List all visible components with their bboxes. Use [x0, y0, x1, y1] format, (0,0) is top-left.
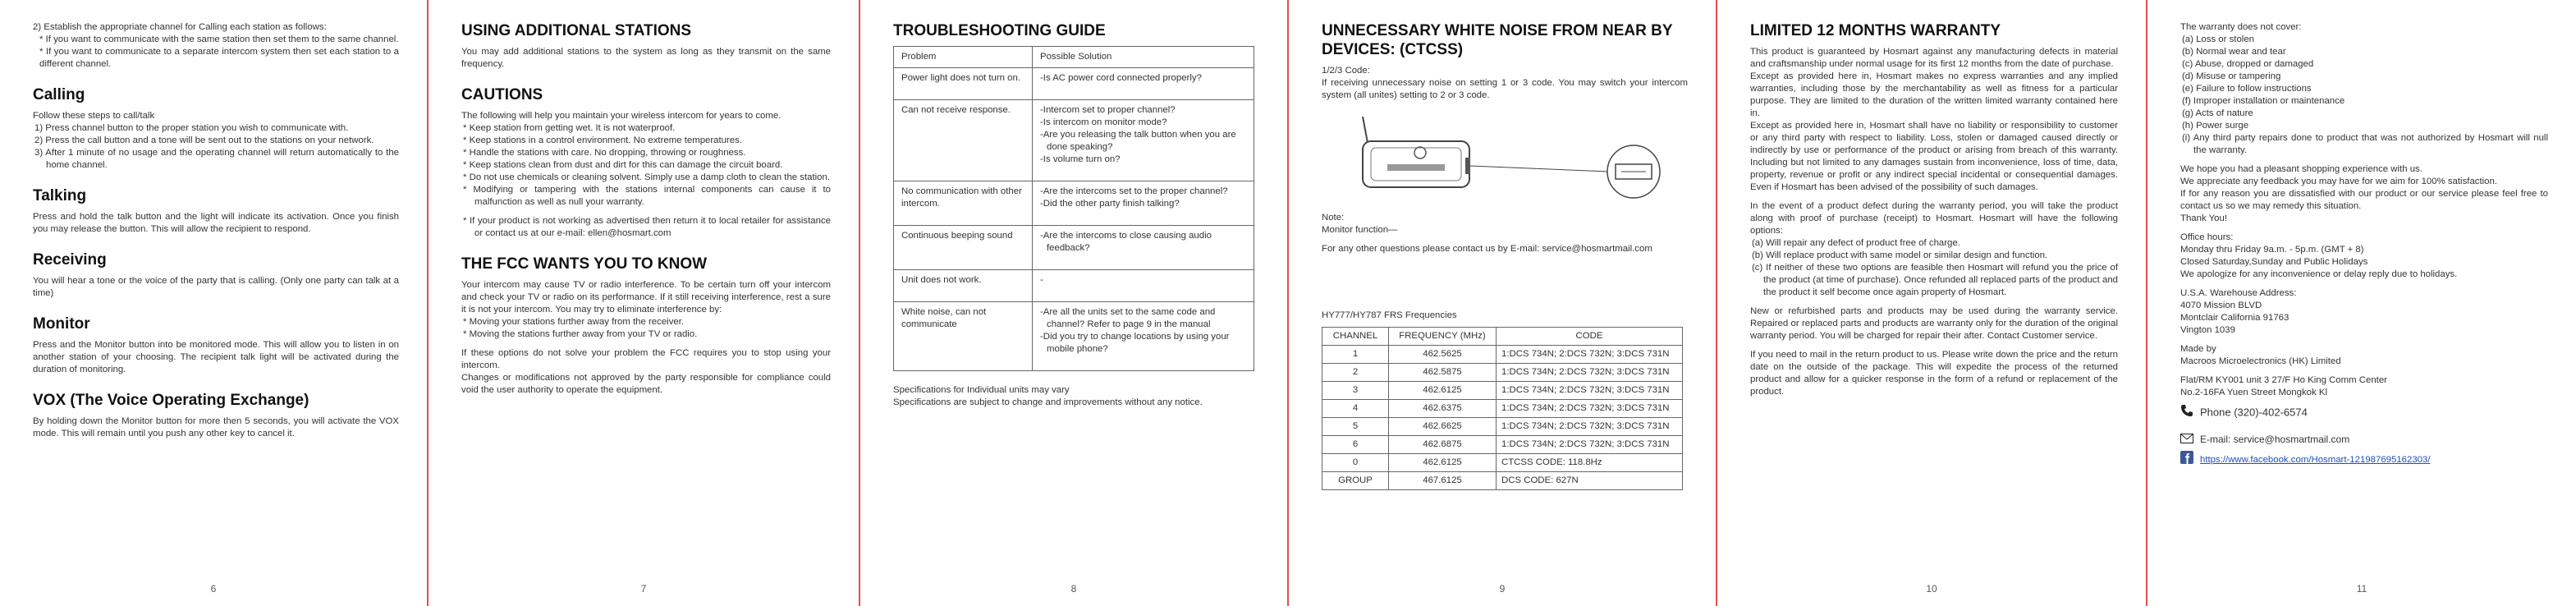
us-address-line: Vington 1039 — [2180, 325, 2235, 335]
us-address-line: Montclair California 91763 — [2180, 313, 2290, 323]
calling-steps — [33, 122, 399, 172]
fcc-heading: THE FCC WANTS YOU TO KNOW — [461, 255, 708, 273]
channel-cell: 4 — [1322, 400, 1389, 418]
page-10 — [1717, 0, 2146, 606]
code-cell: 1:DCS 734N; 2:DCS 732N; 3:DCS 731N — [1497, 382, 1683, 400]
page-number: 9 — [1499, 583, 1506, 595]
vox-heading: VOX (The Voice Operating Exchange) — [33, 392, 309, 409]
not-cover-item: (d) Misuse or tampering — [2182, 71, 2281, 81]
not-cover-item: (c) Abuse, dropped or damaged — [2182, 59, 2314, 69]
frequency-cell: 462.5625 — [1389, 346, 1497, 364]
table-row — [894, 270, 1254, 302]
solution-line: -Is AC power cord connected properly? — [1040, 73, 1202, 83]
solution-line: -Are the intercoms set to the proper channel? — [1040, 186, 1228, 196]
page-6 — [0, 0, 427, 606]
frequency-table — [1322, 327, 1683, 490]
not-cover-item: (f) Improper installation or maintenance — [2182, 96, 2345, 106]
frequency-table-title: HY777/HY787 FRS Frequencies — [1322, 310, 1457, 320]
solution-line: -Are the intercoms to close causing audio feedback? — [1040, 231, 1212, 253]
warranty-option: (a) Will repair any defect of product free of charge. — [1752, 238, 1960, 248]
table-row — [894, 181, 1254, 226]
solution-cell — [1033, 100, 1254, 181]
problem-cell: Power light does not turn on. — [894, 68, 1033, 100]
solution-cell — [1033, 68, 1254, 100]
contact-text: For any other questions please contact us by E-mail: service@hosmartmail.com — [1322, 244, 1652, 254]
code-cell: 1:DCS 734N; 2:DCS 732N; 3:DCS 731N — [1497, 418, 1683, 436]
frequency-cell: 462.6625 — [1389, 418, 1497, 436]
calling-step: 1) Press channel button to the proper station you wish to communicate with. — [34, 123, 349, 133]
receiving-text: You will hear a tone or the voice of the party that is calling. (Only one party can talk at a time) — [33, 276, 399, 298]
solution-cell — [1033, 226, 1254, 270]
channel-cell: 0 — [1322, 454, 1389, 472]
intercom-device-illustration — [1338, 110, 1699, 200]
facebook-link[interactable]: https://www.facebook.com/Hosmart-121987695162303/ — [2200, 454, 2431, 465]
fcc-item: * Moving the stations further away from your TV or radio. — [463, 329, 698, 339]
calling-channel-intro — [33, 21, 399, 71]
vox-text: By holding down the Monitor button for more then 5 seconds, you will activate the VOX mode. This will remain until you push any other key to cancel it. — [33, 416, 399, 438]
page-number: 8 — [1070, 583, 1077, 595]
table-row — [1322, 382, 1683, 400]
table-row — [894, 302, 1254, 371]
warranty-option: (b) Will replace product with same model or similar design and function. — [1752, 250, 2048, 260]
caution-item: * Keep stations clean from dust and dirt for this can damage the circuit board. — [463, 160, 783, 170]
hk-address-line: No.2-16FA Yuen Street Mongkok Kl — [2180, 388, 2327, 397]
talking-text: Press and hold the talk button and the light will indicate its activation. Once you finish you may release the button. This will allow the recipient to respond. — [33, 212, 399, 234]
table-row — [1322, 346, 1683, 364]
facebook-icon — [2180, 451, 2193, 469]
monitor-text: Press and the Monitor button into be monitored mode. This will allow you to listen in on another station of your choosing. The recipient talk light will be activated during the duration of monitoring. — [33, 340, 399, 374]
channel-cell: 5 — [1322, 418, 1389, 436]
us-address-title: U.S.A. Warehouse Address: — [2180, 288, 2297, 298]
troubleshooting-heading: TROUBLESHOOTING GUIDE — [893, 22, 1106, 39]
channel-instruction: * If you want to communicate with the same station then set them to the same channel. — [39, 34, 399, 44]
monitor-function: Monitor function— — [1322, 225, 1398, 235]
page-number: 11 — [2356, 583, 2367, 595]
code-cell: DCS CODE: 627N — [1497, 472, 1683, 490]
solution-line: -Are you releasing the talk button when you are done speaking? — [1040, 130, 1236, 152]
column-header: Problem — [894, 47, 1033, 68]
table-row — [894, 226, 1254, 270]
spec-note-2: Specifications are subject to change and improvements without any notice. — [893, 397, 1203, 407]
code-cell: 1:DCS 734N; 2:DCS 732N; 3:DCS 731N — [1497, 346, 1683, 364]
code-cell: CTCSS CODE: 118.8Hz — [1497, 454, 1683, 472]
page-8 — [860, 0, 1287, 606]
calling-intro: Follow these steps to call/talk — [33, 111, 155, 121]
channel-cell: 6 — [1322, 436, 1389, 454]
frequency-cell: 462.6875 — [1389, 436, 1497, 454]
warranty-heading: LIMITED 12 MONTHS WARRANTY — [1750, 22, 2001, 39]
office-hours-line: Monday thru Friday 9a.m. - 5p.m. (GMT + 8) — [2180, 245, 2364, 255]
caution-item: * Keep stations in a control environment. No extreme temperatures. — [463, 135, 742, 145]
page-7 — [429, 0, 859, 606]
fcc-item: * Moving your stations further away from the receiver. — [463, 317, 685, 327]
envelope-icon — [2180, 433, 2193, 448]
code-cell: 1:DCS 734N; 2:DCS 732N; 3:DCS 731N — [1497, 436, 1683, 454]
appreciate-text: We appreciate any feedback you may have for we aim for 100% satisfaction. — [2180, 177, 2498, 186]
caution-item: * Handle the stations with care. No dropping, throwing or roughness. — [463, 148, 746, 158]
problem-cell: Can not receive response. — [894, 100, 1033, 181]
table-row — [1322, 364, 1683, 382]
solution-cell — [1033, 181, 1254, 226]
solution-line: -Did the other party finish talking? — [1040, 199, 1180, 209]
warranty-para-1: This product is guaranteed by Hosmart against any manufacturing defects in material and craftsmanship under normal usage for its first 12 months from the date of purchase. — [1750, 47, 2118, 69]
page-number: 10 — [1926, 583, 1937, 595]
page-11 — [2147, 0, 2576, 606]
cautions-heading: CAUTIONS — [461, 86, 543, 103]
not-cover-title: The warranty does not cover: — [2180, 22, 2302, 32]
warranty-para-4: In the event of a product defect during the warranty period, you will take the product along with proof of purchase (receipt) to Hosmart. Hosmart will have the following options: — [1750, 201, 2118, 236]
caution-item: * Do not use chemicals or cleaning solvent. Simply use a damp cloth to clean the station. — [463, 172, 831, 182]
not-cover-item: (i) Any third party repairs done to product that was not authorized by Hosmart will null the warranty. — [2182, 133, 2548, 155]
solution-line: - — [1040, 275, 1043, 285]
problem-cell: Continuous beeping sound — [894, 226, 1033, 270]
problem-cell: White noise, can not communicate — [894, 302, 1033, 371]
channel-cell: GROUP — [1322, 472, 1389, 490]
company-name: Macroos Microelectronics (HK) Limited — [2180, 356, 2341, 366]
phone-row — [2180, 404, 2548, 422]
white-noise-heading: UNNECESSARY WHITE NOISE FROM NEAR BY DEVICES: (CTCSS) — [1322, 22, 1673, 58]
closed-text: Closed Saturday,Sunday and Public Holidays — [2180, 257, 2368, 267]
apologize-text: We apologize for any inconvenience or delay reply due to holidays. — [2180, 269, 2458, 279]
cautions-intro: The following will help you maintain your wireless intercom for years to come. — [461, 111, 782, 121]
page-number: 7 — [640, 583, 647, 595]
thanks-text: Thank You! — [2180, 213, 2228, 223]
solution-line: -Intercom set to proper channel? — [1040, 105, 1176, 115]
column-header: CHANNEL — [1322, 328, 1389, 346]
us-address-line: 4070 Mission BLVD — [2180, 301, 2262, 310]
note-label: Note: — [1322, 213, 1345, 223]
channel-cell: 1 — [1322, 346, 1389, 364]
problem-cell: Unit does not work. — [894, 270, 1033, 302]
page-9 — [1289, 0, 1716, 606]
frequency-cell: 462.6375 — [1389, 400, 1497, 418]
frequency-cell: 467.6125 — [1389, 472, 1497, 490]
warranty-option: (c) If neither of these two options are feasible then Hosmart will refund you the price of the product (at time of purchase). Once refunded all replaced parts of the product and the product it self become once again property of Hosmart. — [1752, 263, 2118, 297]
column-header: CODE — [1497, 328, 1683, 346]
not-cover-item: (a) Loss or stolen — [2182, 34, 2254, 44]
table-row — [894, 100, 1254, 181]
page-number: 6 — [210, 583, 217, 595]
calling-step: 3) After 1 minute of no usage and the operating channel will return automatically to the home channel. — [34, 148, 399, 170]
email-address[interactable]: E-mail: service@hosmartmail.com — [2200, 434, 2350, 445]
monitor-heading: Monitor — [33, 315, 90, 333]
phone-number: Phone (320)-402-6574 — [2200, 406, 2308, 419]
dissatisfied-text: If for any reason you are dissatisfied with our product or our service please feel free to contact us so we may remedy this situation. — [2180, 189, 2548, 211]
not-cover-item: (b) Normal wear and tear — [2182, 47, 2286, 57]
fcc-text: Your intercom may cause TV or radio interference. To be certain turn off your intercom and check your TV or radio on its performance. If it still receiving interference, rest a sure it is not your intercom. You may try to eliminate interference by: — [461, 280, 831, 314]
spec-note-1: Specifications for Individual units may vary — [893, 385, 1070, 395]
warranty-para-6: If you need to mail in the return product to us. Please write down the price and the return date on the outside of the package. This will expedite the process of the returned product and allow for a quicker response in the form of a refund or replacement of the product. — [1750, 350, 2118, 397]
solution-line: -Is intercom on monitor mode? — [1040, 117, 1167, 127]
frequency-cell: 462.6125 — [1389, 454, 1497, 472]
phone-icon — [2180, 404, 2193, 422]
channel-instruction: * If you want to communicate to a separate intercom system then set each station to a different channel. — [39, 47, 399, 69]
problem-cell: No communication with other intercom. — [894, 181, 1033, 226]
fcc-text-2: If these options do not solve your problem the FCC requires you to stop using your intercom. — [461, 348, 831, 370]
hk-address-line: Flat/RM KY001 unit 3 27/F Ho King Comm Center — [2180, 375, 2387, 385]
table-row — [1322, 436, 1683, 454]
table-row — [1322, 454, 1683, 472]
code-cell: 1:DCS 734N; 2:DCS 732N; 3:DCS 731N — [1497, 364, 1683, 382]
hope-text: We hope you had a pleasant shopping experience with us. — [2180, 164, 2422, 174]
caution-item: * Keep station from getting wet. It is not waterproof. — [463, 123, 676, 133]
channel-instruction: 2) Establish the appropriate channel for Calling each station as follows: — [33, 22, 327, 32]
solution-line: -Did you try to change locations by using your mobile phone? — [1040, 332, 1230, 354]
fcc-text-3: Changes or modifications not approved by the party responsible for compliance could void the user authority to operate the equipment. — [461, 373, 831, 395]
cautions-list — [461, 122, 831, 209]
talking-heading: Talking — [33, 187, 87, 204]
email-row — [2180, 432, 2548, 448]
table-row — [1322, 472, 1683, 490]
solution-cell — [1033, 302, 1254, 371]
code-line: 1/2/3 Code: — [1322, 66, 1370, 76]
made-by: Made by — [2180, 344, 2216, 354]
warranty-para-3: Except as provided here in, Hosmart shall have no liability or responsibility to customer or any third party with respect to liability. Loss, stolen or damaged caused directly or indirectly by use or performance of the product or arising from breach of this warranty. Including but not limited to any damages sustain from inconvenience, loss of time, data, property, revenue or profit or any indirect special incidental or consequential damages. Even if Hosmart has been advised of the possibility of such damages. — [1750, 121, 2118, 192]
table-row — [894, 68, 1254, 100]
additional-stations-text: You may add additional stations to the system as long as they transmit on the same frequency. — [461, 47, 831, 69]
warranty-para-5: New or refurbished parts and products may be used during the warranty service. Repaired or replaced parts and products are warranty only for the duration of the original warranty period. You will be charged for repair their after. Contact Customer service. — [1750, 306, 2118, 341]
channel-cell: 3 — [1322, 382, 1389, 400]
not-cover-item: (e) Failure to follow instructions — [2182, 84, 2312, 94]
frequency-cell: 462.5875 — [1389, 364, 1497, 382]
cautions-footer: * If your product is not working as advertised then return it to local retailer for assistance or contact us at our e-mail: ellen@hosmart.com — [463, 216, 831, 238]
calling-heading: Calling — [33, 86, 85, 103]
warranty-para-2: Except as provided here in, Hosmart makes no express warranties and any implied warranties, including those by the merchantability as well as fitness for a particular purpose. They are limited to the duration of the written limited warranty contained here in. — [1750, 71, 2118, 118]
additional-stations-heading: USING ADDITIONAL STATIONS — [461, 22, 692, 39]
solution-line: -Are all the units set to the same code and channel? Refer to page 9 in the manual — [1040, 307, 1216, 329]
facebook-row — [2180, 451, 2548, 469]
caution-item: * Modifying or tampering with the stations internal components can cause it to malfunction as well as null your warranty. — [463, 185, 831, 207]
column-header: Possible Solution — [1033, 47, 1254, 68]
solution-line: -Is volume turn on? — [1040, 154, 1121, 164]
warranty-options — [1750, 237, 2118, 299]
receiving-heading: Receiving — [33, 251, 107, 269]
not-cover-list — [2180, 34, 2548, 157]
calling-step: 2) Press the call button and a tone will be sent out to the stations on your network. — [34, 135, 374, 145]
code-cell: 1:DCS 734N; 2:DCS 732N; 3:DCS 731N — [1497, 400, 1683, 418]
channel-cell: 2 — [1322, 364, 1389, 382]
table-row — [1322, 400, 1683, 418]
code-text: If receiving unnecessary noise on setting 1 or 3 code. You may switch your intercom system (all unites) setting to 2 or 3 code. — [1322, 78, 1688, 100]
not-cover-item: (h) Power surge — [2182, 121, 2249, 131]
column-header: FREQUENCY (MHz) — [1389, 328, 1497, 346]
troubleshooting-table — [893, 46, 1254, 371]
fcc-list — [461, 316, 831, 341]
solution-cell — [1033, 270, 1254, 302]
office-hours-title: Office hours: — [2180, 232, 2234, 242]
not-cover-item: (g) Acts of nature — [2182, 108, 2253, 118]
table-row — [1322, 418, 1683, 436]
frequency-cell: 462.6125 — [1389, 382, 1497, 400]
